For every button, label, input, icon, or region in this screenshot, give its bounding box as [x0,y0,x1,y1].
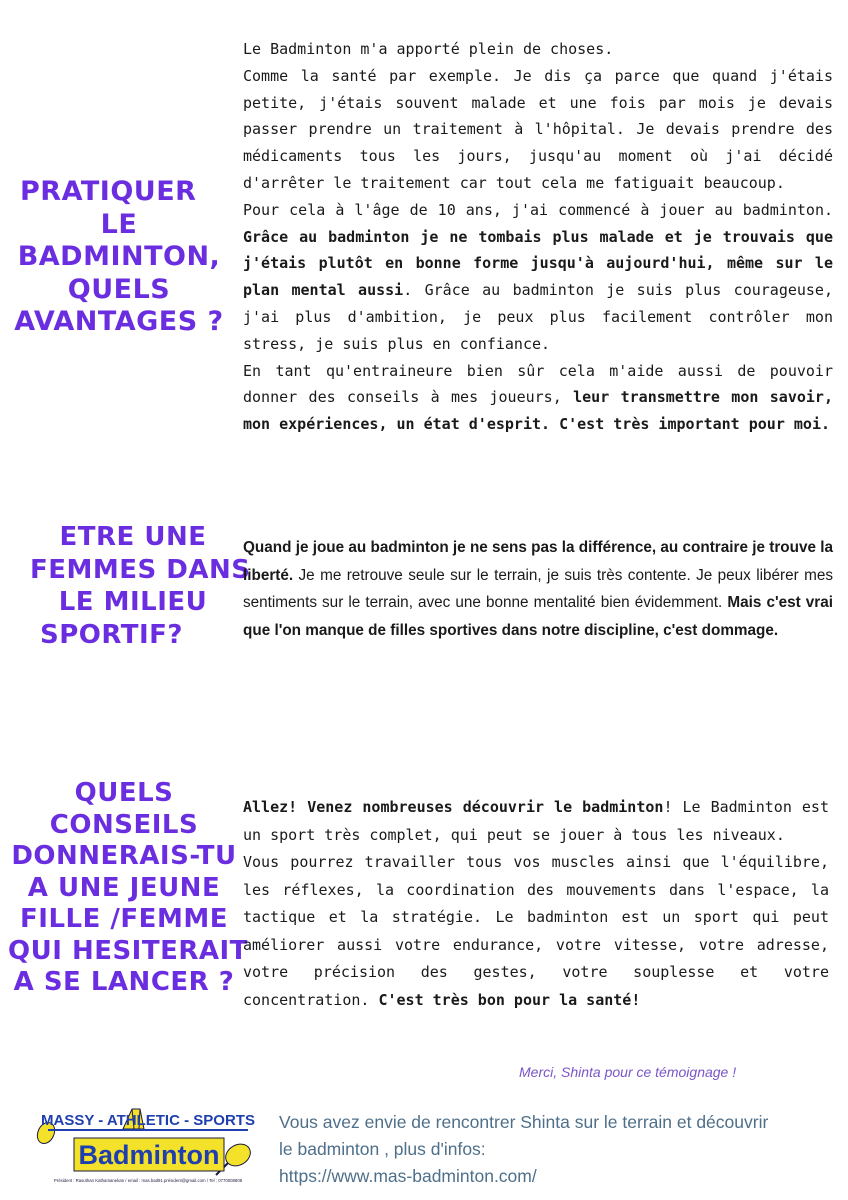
question-line: FILLE /FEMME [20,904,228,934]
question-heading-femmes [30,521,251,651]
text-run: ! Le Badminton est un sport très complet, qui peut se jouer à tous les niveaux. [243,798,829,844]
info-block [279,1109,839,1190]
text-run: . Grâce au badminton je suis plus courageuse, j'ai plus d'ambition, je peux plus facilement contrôler mon stress, je suis plus en confiance. [243,281,833,353]
question-line: A UNE JEUNE [27,872,221,903]
question-line: LE MILIEU [58,587,208,617]
website-link[interactable]: https://www.mas-badminton.com/ [279,1166,537,1186]
question-line: QUI HESITERAIT [8,935,248,966]
answer-femmes [243,534,833,644]
question-line: SPORTIF? [40,619,183,650]
bold-text-run: Grâce au badminton je ne tombais plus malade et je trouvais que j'étais plutôt en bonne forme jusqu'à aujourd'hui, même sur le plan mental aussi [243,227,833,300]
answer-conseils [243,794,829,1014]
text-run: Vous pourrez travailler tous vos muscles ainsi que l'équilibre, les réflexes, la coordination des mouvements dans l'espace, la tactique et la stratégie. Le badminton est un sport qui peut améliorer aussi votre endurance, votre vitesse, votre adresse, votre précision des gestes, votre souplesse et votre concentration. [243,853,829,1009]
bold-text-run: C'est très bon pour la santé! [378,990,641,1009]
text-run: Pour cela à l'âge de 10 ans, j'ai commencé à jouer au badminton. [243,200,833,219]
question-line: BADMINTON, [17,241,221,272]
bold-text-run: Quand je joue au badminton je ne sens pas la différence, au contraire je trouve la liberté. [243,539,833,584]
logo-small-text: Président : Rasuthan Kathamanekan / email : mas.bad91.président@gmail.com / Tel : 0770008808 [53,1178,243,1183]
question-line: FEMMES DANS [30,554,251,585]
question-line: PRATIQUER [20,176,197,207]
info-line: Vous avez envie de rencontrer Shinta sur le terrain et découvrir [279,1112,769,1132]
club-logo [28,1105,268,1185]
logo-top-text: MASSY - ATHLETIC - SPORTS [41,1112,255,1129]
question-heading-conseils [8,778,248,999]
thanks-note: Merci, Shinta pour ce témoignage ! [519,1064,737,1080]
text-run: Comme la santé par exemple. Je dis ça parce que quand j'étais petite, j'étais souvent malade et une fois par mois je devais passer prendre un traitement à l'hôpital. Je devais prendre des médicaments tous les jours, jusqu'au moment où j'ai décidé d'arrêter le traitement car tout cela me fatiguait beaucoup. [243,66,833,192]
answer-paragraph [243,197,833,358]
text-run: Je me retrouve seule sur le terrain, je suis très contente. Je peux libérer mes sentiments sur le terrain, avec une bonne mentalité bien évidemment. [243,566,833,611]
answer-paragraph [243,794,829,849]
logo-main-text: Badminton [78,1140,220,1170]
answer-paragraph [243,849,829,1014]
question-line: LE [100,208,138,240]
info-line: le badminton , plus d'infos: [279,1139,486,1159]
answer-avantages [243,36,833,438]
text-run: Le Badminton m'a apporté plein de choses. [243,40,614,58]
answer-paragraph [243,358,833,438]
question-line: QUELS [74,778,174,808]
question-line: QUELS [67,273,171,305]
answer-paragraph [243,36,833,63]
answer-paragraph [243,534,833,644]
question-line: ETRE UNE [59,522,207,552]
bold-text-run: leur transmettre mon savoir, mon expériences, un état d'esprit. C'est très important pour moi. [243,388,833,434]
question-line: A SE LANCER ? [13,967,235,997]
answer-paragraph [243,63,833,197]
question-heading-avantages [6,176,232,339]
bold-text-run: Allez! Venez nombreuses découvrir le badminton [243,798,664,816]
question-line: DONNERAIS-TU [11,841,237,871]
text-run: En tant qu'entraineure bien sûr cela m'aide aussi de pouvoir donner des conseils à mes joueurs, [243,361,833,407]
bold-text-run: Mais c'est vrai que l'on manque de filles sportives dans notre discipline, c'est dommage. [243,594,833,639]
question-line: CONSEILS [49,809,199,840]
question-line: AVANTAGES ? [14,306,224,337]
